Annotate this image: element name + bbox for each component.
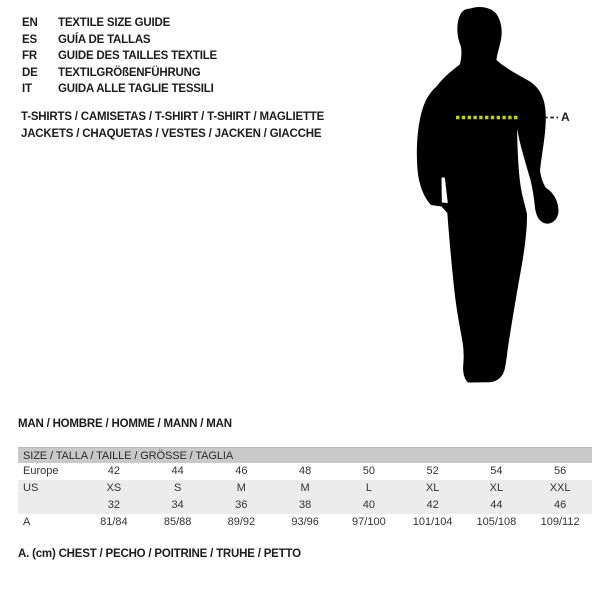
language-row xyxy=(22,81,217,98)
section-title-man: MAN / HOMBRE / HOMME / MANN / MAN xyxy=(18,418,232,430)
size-value: XL xyxy=(425,482,440,494)
language-code: DE xyxy=(22,66,38,79)
table-row-us-numeric xyxy=(18,497,592,514)
size-value: XS xyxy=(106,482,122,494)
man-silhouette-shape xyxy=(417,7,559,382)
size-value: 54 xyxy=(490,465,503,477)
language-title: GUIDA ALLE TAGLIE TESSILI xyxy=(58,83,214,95)
table-row-europe xyxy=(18,463,592,480)
size-value: M xyxy=(236,482,246,494)
language-row xyxy=(22,65,217,82)
table-row-chest-a xyxy=(18,514,592,531)
language-code: IT xyxy=(22,83,32,95)
size-value: 81/84 xyxy=(100,516,128,528)
row-label: A xyxy=(23,516,31,528)
size-value: 93/96 xyxy=(291,516,319,528)
size-value: 42 xyxy=(107,465,120,477)
man-silhouette-icon xyxy=(410,0,600,390)
size-value: 50 xyxy=(362,465,375,477)
size-value: 40 xyxy=(362,499,375,511)
size-value: 36 xyxy=(235,499,248,511)
language-title: TEXTILGRÖßENFÜHRUNG xyxy=(58,66,201,79)
footnote-chest-measure: A. (cm) CHEST / PECHO / POITRINE / TRUHE / PETTO xyxy=(18,548,301,560)
size-value: XXL xyxy=(549,482,571,494)
size-value: 46 xyxy=(235,465,248,477)
size-value: 109/112 xyxy=(540,516,580,528)
size-value: 46 xyxy=(554,499,567,511)
size-value: S xyxy=(173,482,182,494)
garment-types xyxy=(21,109,324,142)
size-value: L xyxy=(365,482,372,494)
size-value: 101/104 xyxy=(412,516,453,528)
language-title: GUÍA DE TALLAS xyxy=(58,33,151,46)
size-value: 48 xyxy=(299,465,312,477)
size-value: 85/88 xyxy=(163,516,192,528)
language-list xyxy=(22,15,217,98)
language-row xyxy=(22,15,217,32)
size-value: 38 xyxy=(299,499,312,511)
row-label xyxy=(18,497,82,514)
size-value: XL xyxy=(489,482,504,494)
size-value: 97/100 xyxy=(352,516,386,528)
language-row xyxy=(22,32,217,49)
measure-label-a: A xyxy=(561,110,570,124)
size-value: 44 xyxy=(490,499,503,511)
language-code: ES xyxy=(22,33,37,46)
size-value: 32 xyxy=(107,499,120,511)
size-value: 52 xyxy=(426,465,439,477)
size-table-header: SIZE / TALLA / TAILLE / GRÖSSE / TAGLIA xyxy=(18,447,592,463)
language-row xyxy=(22,48,217,65)
row-label: US xyxy=(23,482,39,494)
size-value: 34 xyxy=(171,499,184,511)
size-value: 105/108 xyxy=(476,516,517,528)
size-value: M xyxy=(300,482,310,494)
size-value: 56 xyxy=(554,465,567,477)
language-code: FR xyxy=(22,50,37,62)
size-value: 89/92 xyxy=(227,516,256,528)
language-title: TEXTILE SIZE GUIDE xyxy=(58,17,171,29)
row-label: Europe xyxy=(23,465,59,477)
garment-types-tshirts: T-SHIRTS / CAMISETAS / T-SHIRT / T-SHIRT / MAGLIETTE xyxy=(21,111,325,123)
size-value: 44 xyxy=(171,465,184,477)
table-row-us xyxy=(18,480,592,497)
size-value: 42 xyxy=(426,499,439,511)
language-title: GUIDE DES TAILLES TEXTILE xyxy=(58,50,217,62)
size-table xyxy=(18,447,592,531)
language-code: EN xyxy=(22,17,38,29)
garment-types-jackets: JACKETS / CHAQUETAS / VESTES / JACKEN / GIACCHE xyxy=(21,127,322,140)
